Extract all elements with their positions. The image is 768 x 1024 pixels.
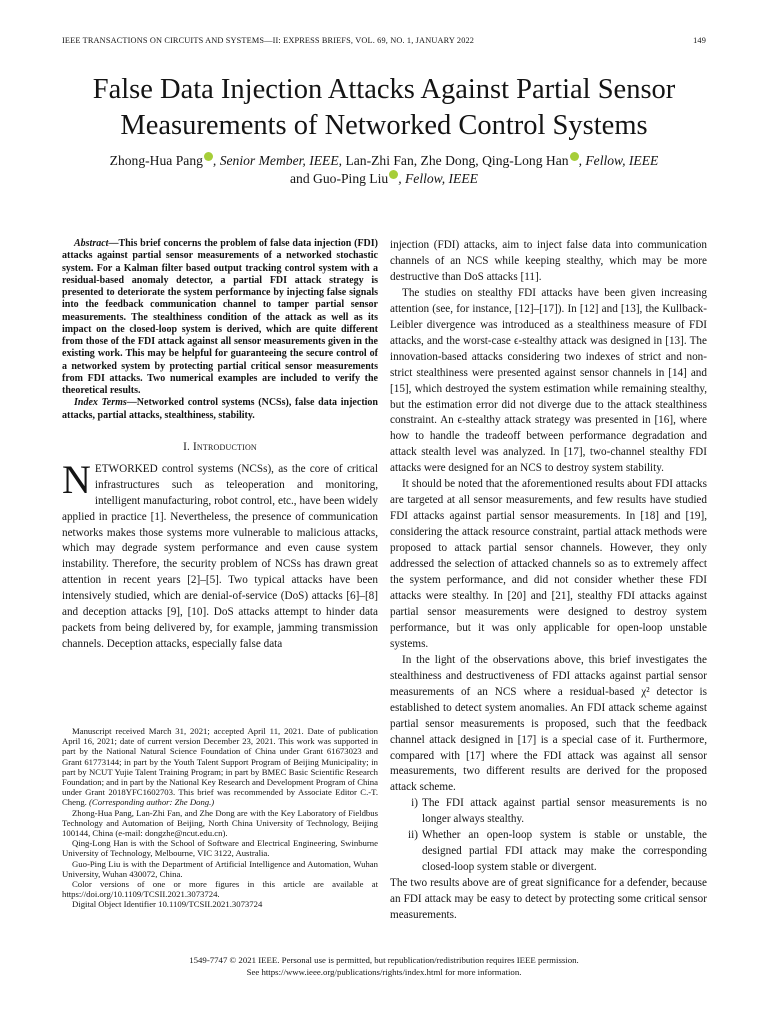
- abstract: [62, 238, 378, 397]
- left-column: [62, 238, 378, 653]
- abstract-label: Abstract: [74, 238, 109, 249]
- list-item-text: Whether an open-loop system is stable or unstable, the designed partial FDI attack may make the corresponding closed-loop system stable or divergent.: [422, 829, 707, 874]
- author-line-2: [60, 170, 708, 188]
- footnote-manuscript: [62, 726, 378, 808]
- index-terms: [62, 397, 378, 422]
- rights-link-line: See https://www.ieee.org/publications/rights/index.html for more information.: [246, 966, 522, 977]
- journal-name: IEEE TRANSACTIONS ON CIRCUITS AND SYSTEMS—II: EXPRESS BRIEFS, VOL. 69, NO. 1, JANUARY 2022: [62, 36, 475, 45]
- list-item-label: ii): [408, 829, 418, 842]
- copyright-line: 1549-7747 © 2021 IEEE. Personal use is permitted, but republication/redistribution requires IEEE permission.: [189, 955, 579, 965]
- page-number: 149: [693, 36, 706, 45]
- results-list: [390, 796, 707, 876]
- index-terms-label: Index Terms: [74, 397, 127, 409]
- title-line-2: Measurements of Networked Control Systems: [120, 110, 648, 141]
- footnotes: [62, 726, 378, 910]
- orcid-icon[interactable]: [204, 152, 213, 161]
- running-header: [62, 36, 706, 45]
- intro-paragraph-1: [62, 456, 378, 653]
- orcid-icon[interactable]: [570, 152, 579, 161]
- intro-paragraph-2: The studies on stealthy FDI attacks have been given increasing attention (see, for instance, [12]–[17]). In [12] and [13], the Kullback-Leibler divergence was introduced as a stealthiness measure of FDI attacks, and the worst-case ϵ-stealthy attack was designed in [13]. The innovation-based attacks considering two indexes of strict and non-strict stealthiness were presented against sensor channels in [14] and [15], which destroyed the system estimation while remaining stealthy, but the estimation error did not diverge due to the attack stealthiness constraint. An ϵ-stealthy attack strategy was presented in [16], where how to handle the tradeoff between performance degradation and attack stealth level was analyzed. In [17], two-channel stealthy FDI attacks were designed for an NCS to destroy system stability.: [390, 286, 707, 475]
- footnote-doi: Digital Object Identifier 10.1109/TCSII.2021.3073724: [72, 899, 263, 910]
- intro-paragraph-5: The two results above are of great significance for a defender, because an FDI attack may be easy to detect by protecting some critical sensor measurements.: [390, 877, 707, 922]
- footnote-color-versions: Color versions of one or more figures in this article are available at https://doi.org/10.1109/TCSII.2021.3073724.: [62, 879, 378, 900]
- author-list: [60, 152, 708, 188]
- author-role: , Senior Member, IEEE: [212, 153, 339, 168]
- drop-cap: N: [62, 456, 91, 502]
- section-heading: [62, 440, 378, 456]
- author-name: Zhong-Hua Pang: [109, 153, 203, 168]
- title-line-1: False Data Injection Attacks Against Partial Sensor: [92, 74, 676, 105]
- paper-title: [40, 72, 728, 144]
- author-line-1: [60, 152, 708, 170]
- footnote-affiliation: Guo-Ping Liu is with the Department of Artificial Intelligence and Automation, Wuhan University, Wuhan 430072, China.: [62, 858, 378, 879]
- intro-paragraph-1-continued: injection (FDI) attacks, aim to inject false data into communication channels of an NCS while keeping stealthy, which may be more destructive than DoS attacks [11].: [390, 239, 707, 283]
- section-number: I.: [183, 440, 193, 453]
- author-names: , Lan-Zhi Fan, Zhe Dong, Qing-Long Han: [338, 153, 569, 168]
- intro-paragraph-3: It should be noted that the aforementioned results about FDI attacks are targeted at all sensor measurements, and few results have studied FDI attacks against partial sensor measurements. In [18] and [19], considering the attack resource constraint, partial attack methods were proposed to attack partial sensor channels. However, they only addressed the selection of attacked channels so as to extremely affect the system performance, and did not consider whether these FDI attacks were stealthy. In [20] and [21], stealthy FDI attacks against partial sensor measurements were designed to destroy system performance, but it was only applicable for open-loop unstable systems.: [390, 478, 707, 650]
- copyright-footer: [60, 955, 708, 978]
- index-terms-text: —Networked control systems (NCSs), false data injection attacks, partial attacks, stealthiness, stability.: [62, 397, 378, 421]
- intro-paragraph-4: In the light of the observations above, this brief investigates the stealthiness and destructiveness of FDI attacks against partial sensor measurements of an NCS where a residual-based χ² detector is established to detect system anomalies. An FDI attack scheme against partial sensor measurements is proposed, such that the feedback channel attack designed in [17] is a special case of it. Furthermore, compared with [17] where the FDI attack was against all sensor measurements, two different results are derived for the proposed attack scheme.: [390, 653, 707, 794]
- footnote-affiliation: Zhong-Hua Pang, Lan-Zhi Fan, and Zhe Dong are with the Key Laboratory of Fieldbus Technology and Automation of Beijing, North China University of Technology, Beijing 100144, China (e-mail: dongzhe@ncut.edu.cn).: [62, 807, 378, 839]
- footnote-text: Manuscript received March 31, 2021; accepted April 11, 2021. Date of publication April 16, 2021; date of current version December 23, 2021. This work was supported in part by the National Natural Science Foundation of China under Grant 61673023 and Grant 61773144; in part by the Youth Talent Support Program of Beijing Municipality; in part by NCUT Yujie Talent Training Program; in part by BMEC Basic Scientific Research Foundation; and in part by the National Key Research and Development Program of China under Grant 2018YFC1602703. This brief was recommended by Associate Editor C.-T. Cheng.: [62, 726, 378, 808]
- right-column: [390, 238, 707, 924]
- author-role: , Fellow, IEEE: [578, 153, 659, 168]
- author-role: , Fellow, IEEE: [398, 171, 478, 186]
- abstract-text: —This brief concerns the problem of false data injection (FDI) attacks against partial sensor measurements of a networked stochastic system. For a Kalman filter based output tracking control system with a residual-based anomaly detector, a partial FDI attack strategy is presented to deteriorate the system performance by injecting false signals into the feedback communication channel to tamper partial sensor measurements. The stealthiness condition of the attack as well as its impact on the closed-loop system is derived, which are quite different from those of the FDI attack against all sensor measurements given in the existing work. This may be helpful for guaranteeing the secure control of a networked system by protecting partial critical sensor measurements from FDI attacks. Two numerical examples are included to verify the theoretical results.: [62, 238, 378, 396]
- list-item-text: The FDI attack against partial sensor measurements is no longer always stealthy.: [422, 797, 707, 826]
- list-item: [390, 828, 707, 876]
- list-item-label: i): [411, 797, 418, 810]
- footnote-affiliation: Qing-Long Han is with the School of Software and Electrical Engineering, Swinburne University of Technology, Melbourne, VIC 3122, Australia.: [62, 838, 378, 859]
- orcid-icon[interactable]: [389, 170, 398, 179]
- section-title: Introduction: [193, 440, 257, 453]
- paragraph-text: ETWORKED control systems (NCSs), as the core of critical infrastructures such as teleoperation and monitoring, intelligent manufacturing, robot control, etc., have been widely applied in practice [1]. Nevertheless, the presence of communication networks makes those systems more vulnerable to malicious attacks, which may degrade system performance and even cause system instability. Therefore, the security problem of NCSs has drawn great attention in recent years [2]–[5]. Two typical attacks have been intensively studied, which are denial-of-service (DoS) attacks [6]–[8] and deception attacks [9], [10]. DoS attacks attempt to hinder data packets from being delivered by, for example, jamming transmission channels. Deception attacks, especially false data: [62, 462, 378, 651]
- author-name: and Guo-Ping Liu: [290, 171, 389, 186]
- corresponding-author: (Corresponding author: Zhe Dong.): [89, 797, 215, 808]
- list-item: [390, 796, 707, 828]
